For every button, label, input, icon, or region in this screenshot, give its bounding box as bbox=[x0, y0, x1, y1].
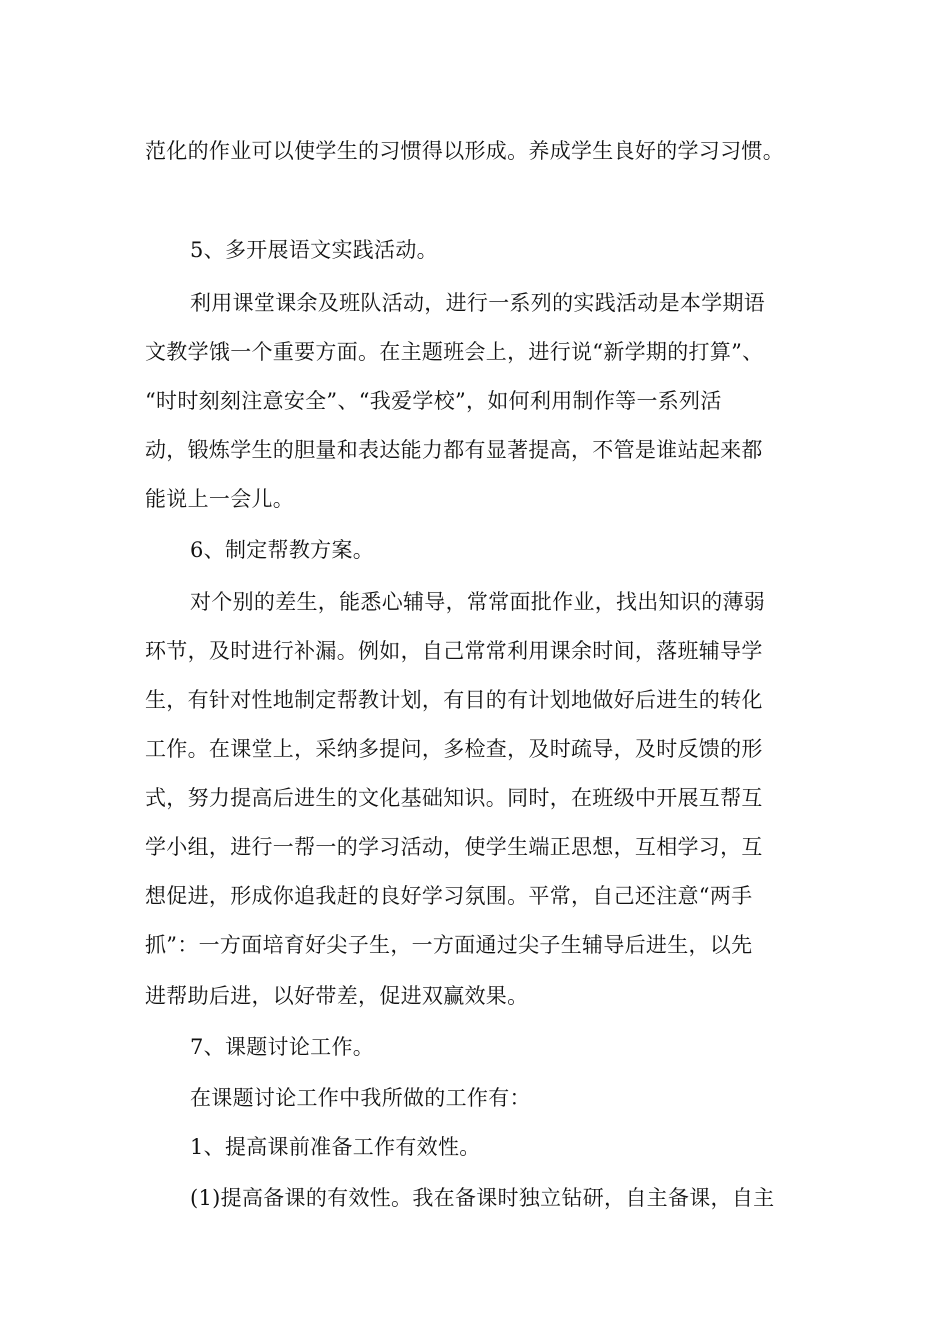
text-line: “时时刻刻注意安全”、“我爱学校”，如何利用制作等一系列活 bbox=[145, 389, 722, 413]
text-line: 想促进，形成你追我赶的良好学习氛围。平常，自己还注意“两手 bbox=[145, 884, 753, 908]
text-line: 范化的作业可以使学生的习惯得以形成。养成学生良好的学习习惯。 bbox=[145, 139, 784, 163]
section-heading: 6、制定帮教方案。 bbox=[190, 538, 375, 562]
text-line: (1)提高备课的有效性。我在备课时独立钻研，自主备课，自主 bbox=[190, 1186, 775, 1210]
section-heading: 1、提高课前准备工作有效性。 bbox=[190, 1135, 481, 1159]
section-heading: 7、课题讨论工作。 bbox=[190, 1035, 375, 1059]
text-line: 式，努力提高后进生的文化基础知识。同时，在班级中开展互帮互 bbox=[145, 786, 763, 810]
text-line: 对个别的差生，能悉心辅导，常常面批作业，找出知识的薄弱 bbox=[190, 590, 766, 614]
text-line: 抓”：一方面培育好尖子生，一方面通过尖子生辅导后进生，以先 bbox=[145, 933, 753, 957]
section-heading: 5、多开展语文实践活动。 bbox=[190, 238, 438, 262]
text-line: 能说上一会儿。 bbox=[145, 487, 295, 511]
text-line: 学小组，进行一帮一的学习活动，使学生端正思想，互相学习，互 bbox=[145, 835, 763, 859]
text-line: 环节，及时进行补漏。例如，自己常常利用课余时间，落班辅导学 bbox=[145, 639, 763, 663]
text-line: 动，锻炼学生的胆量和表达能力都有显著提高，不管是谁站起来都 bbox=[145, 438, 763, 462]
text-line: 文教学饿一个重要方面。在主题班会上，进行说“新学期的打算”、 bbox=[145, 340, 764, 364]
text-line: 生，有针对性地制定帮教计划，有目的有计划地做好后进生的转化 bbox=[145, 688, 763, 712]
text-line: 利用课堂课余及班队活动，进行一系列的实践活动是本学期语 bbox=[190, 291, 766, 315]
text-line: 进帮助后进，以好带差，促进双赢效果。 bbox=[145, 984, 529, 1008]
text-line: 工作。在课堂上，采纳多提问，多检查，及时疏导，及时反馈的形 bbox=[145, 737, 763, 761]
text-line: 在课题讨论工作中我所做的工作有： bbox=[190, 1086, 531, 1110]
